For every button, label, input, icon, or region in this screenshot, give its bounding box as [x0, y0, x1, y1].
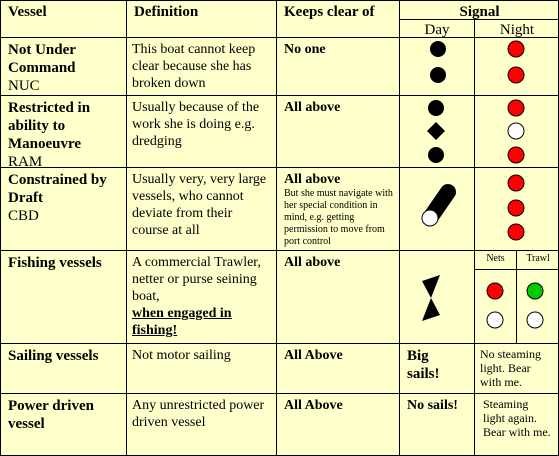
- header-signal: Signal: [459, 4, 500, 20]
- day-shapes-cbd: [400, 168, 474, 250]
- definition-power: Any unrestricted power driven vessel: [132, 398, 265, 430]
- keeps-clear-power: All Above: [284, 398, 343, 413]
- definition-ram: Usually because of the work she is doing e.g. dredging: [132, 100, 260, 149]
- night-lights-ram: [475, 96, 559, 167]
- red-light: [508, 67, 524, 83]
- definition-nuc: This boat cannot keep clear because she has broken down: [132, 42, 256, 91]
- vessel-line: ability to: [8, 118, 66, 134]
- keeps-clear-ram: All above: [284, 100, 341, 115]
- vessel-abbr: CBD: [8, 208, 39, 224]
- day-shapes-nuc: [400, 38, 474, 95]
- ball-shape: [430, 67, 446, 83]
- vessel-nuc: [3, 39, 125, 97]
- header-keeps-clear: Keeps clear of: [284, 4, 375, 20]
- vessel-ram: [3, 97, 125, 173]
- white-light: [508, 123, 524, 139]
- keeps-clear-cbd: [279, 169, 399, 250]
- ball-shape: [428, 100, 444, 116]
- vessel-abbr: NUC: [8, 78, 40, 94]
- nets-red-light: [487, 283, 503, 299]
- day-shapes-ram: [400, 96, 474, 167]
- keeps-clear-sailing: All Above: [284, 348, 343, 363]
- keeps-clear-note: But she must navigate with her special condition in mind, e.g. getting permission to move from port control: [284, 188, 393, 247]
- night-lights-nuc: [475, 38, 559, 95]
- red-light: [508, 100, 524, 116]
- night-text-sailing: No steaming light. Bear with me.: [480, 347, 541, 389]
- night-text-power: Steaming light again. Bear with me.: [483, 397, 551, 439]
- vessel-abbr: RAM: [8, 154, 43, 170]
- trawl-green-light: [527, 283, 543, 299]
- definition-sailing: Not motor sailing: [132, 348, 231, 363]
- vessel-line: vessel: [8, 416, 45, 432]
- trawl-label: Trawl: [526, 253, 550, 264]
- vessel-cbd: [3, 169, 125, 227]
- keeps-clear-nuc: No one: [284, 42, 326, 57]
- definition-text: A commercial Trawler, netter or purse seining boat,: [132, 255, 261, 304]
- vessel-line: Manoeuvre: [8, 136, 82, 152]
- vessel-power: [3, 395, 125, 435]
- vessel-line: Command: [8, 60, 76, 76]
- definition-emphasis: when engaged in fishing!: [132, 306, 232, 338]
- ball-shape: [428, 147, 444, 163]
- nets-label: Nets: [486, 253, 505, 264]
- definition-cbd: Usually very, very large vessels, who cannot deviate from their course at all: [132, 172, 267, 238]
- vessel-sailing: Sailing vessels: [8, 348, 99, 364]
- red-light: [508, 147, 524, 163]
- red-light: [508, 41, 524, 57]
- vessel-line: Restricted in: [8, 100, 91, 116]
- red-light: [508, 224, 524, 240]
- nets-white-light: [487, 312, 503, 328]
- vessel-line: Constrained by: [8, 172, 107, 188]
- trawl-white-light: [527, 312, 543, 328]
- vessel-fishing: Fishing vessels: [8, 255, 102, 271]
- night-lights-cbd: [475, 168, 559, 250]
- header-day: Day: [424, 22, 450, 38]
- night-lights-fishing: [475, 270, 559, 343]
- two-cones-shape: [422, 275, 440, 321]
- keeps-clear-value: All above: [284, 172, 341, 187]
- ball-shape: [430, 41, 446, 57]
- day-text-sailing: Big sails!: [407, 348, 440, 382]
- cylinder-shape: [422, 192, 448, 226]
- day-text-power: No sails!: [407, 398, 458, 413]
- header-vessel: Vessel: [8, 4, 47, 20]
- diamond-shape: [427, 122, 445, 140]
- vessel-line: Power driven: [8, 398, 94, 414]
- red-light: [508, 175, 524, 191]
- vessel-line: Draft: [8, 190, 43, 206]
- red-light: [508, 200, 524, 216]
- header-definition: Definition: [134, 4, 199, 20]
- definition-fishing: [129, 252, 274, 341]
- day-shapes-fishing: [400, 251, 474, 343]
- header-night: Night: [499, 22, 535, 38]
- vessel-line: Not Under: [8, 42, 76, 58]
- keeps-clear-fishing: All above: [284, 255, 341, 270]
